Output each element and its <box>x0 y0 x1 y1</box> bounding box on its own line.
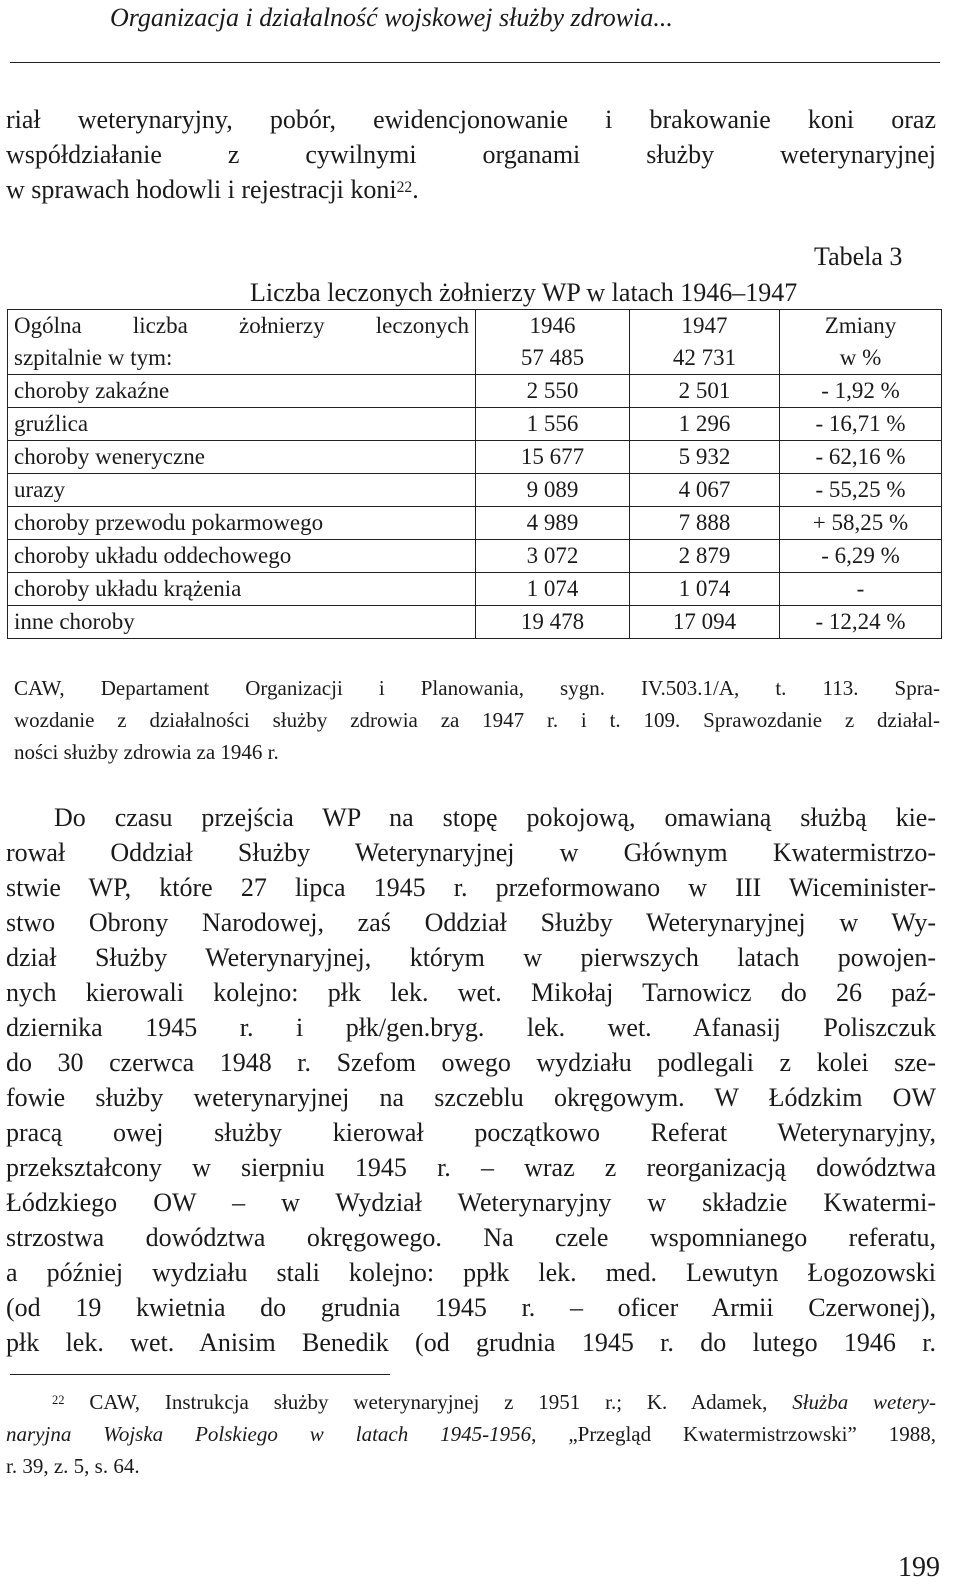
row-label: urazy <box>8 474 476 507</box>
header-label-cont: szpitalnie w tym: <box>8 342 476 375</box>
text-line: płk lek. wet. Anisim Benedik (od grudnia 1945 r. do lutego 1946 r. <box>6 1328 936 1357</box>
source-line: wozdanie z działalności służby zdrowia za 1947 r. i t. 109. Sprawozdanie z działal- <box>14 708 940 732</box>
row-change: + 58,25 % <box>780 507 942 540</box>
text-line: dziernika 1945 r. i płk/gen.bryg. lek. wet. Afanasij Poliszczuk <box>6 1013 936 1042</box>
table-row <box>8 408 942 441</box>
text-line: nych kierowali kolejno: płk lek. wet. Mikołaj Tarnowicz do 26 paź- <box>6 978 936 1007</box>
row-1947: 1 074 <box>630 573 780 606</box>
source-line: CAW, Departament Organizacji i Planowania, sygn. IV.503.1/A, t. 113. Spra- <box>14 676 940 700</box>
header-rule <box>10 62 940 63</box>
row-label: choroby układu oddechowego <box>8 540 476 573</box>
row-1946: 1 556 <box>476 408 630 441</box>
text-span: . <box>412 175 419 204</box>
text-line: przekształcony w sierpniu 1945 r. – wraz z reorganizacją dowództwa <box>6 1153 936 1182</box>
text-line: rował Oddział Służby Weterynaryjnej w Głównym Kwatermistrzo- <box>6 838 936 867</box>
row-change: - 12,24 % <box>780 606 942 639</box>
row-1946: 1 074 <box>476 573 630 606</box>
header-change-unit: w % <box>780 342 942 375</box>
footnote-ref[interactable]: 22 <box>396 179 413 196</box>
body-paragraph <box>6 800 936 1360</box>
text-line: Łódzkiego OW – w Wydział Weterynaryjny w składzie Kwatermi- <box>6 1188 936 1217</box>
page-number: 199 <box>898 1552 940 1583</box>
table-title: Liczba leczonych żołnierzy WP w latach 1946–1947 <box>250 278 798 307</box>
row-label: inne choroby <box>8 606 476 639</box>
intro-paragraph <box>6 102 936 207</box>
table-label: Tabela 3 <box>814 242 903 271</box>
text-line: stwo Obrony Narodowej, zaś Oddział Służby Weterynaryjnej w Wy- <box>6 908 936 937</box>
row-1947: 7 888 <box>630 507 780 540</box>
table-row <box>8 474 942 507</box>
row-1946: 3 072 <box>476 540 630 573</box>
row-label: choroby przewodu pokarmowego <box>8 507 476 540</box>
table-row <box>8 507 942 540</box>
row-1946: 19 478 <box>476 606 630 639</box>
running-head: Organizacja i działalność wojskowej służby zdrowia... <box>110 3 673 32</box>
row-change: - 16,71 % <box>780 408 942 441</box>
row-change: - 6,29 % <box>780 540 942 573</box>
total-1946: 57 485 <box>476 342 630 375</box>
data-table <box>7 309 942 639</box>
text-line: do 30 czerwca 1948 r. Szefom owego wydziału podlegali z kolei sze- <box>6 1048 936 1077</box>
source-line: ności służby zdrowia za 1946 r. <box>14 740 279 764</box>
text-line: współdziałanie z cywilnymi organami służby weterynaryjnej <box>6 140 936 169</box>
header-year-1946: 1946 <box>476 310 630 343</box>
table-row <box>8 375 942 408</box>
row-label: choroby weneryczne <box>8 441 476 474</box>
footnote-number: 22 <box>52 1393 65 1407</box>
text-span: CAW, Instrukcja służby weterynaryjnej z 1951 r.; K. Adamek, <box>64 1390 793 1414</box>
row-change: - 1,92 % <box>780 375 942 408</box>
footnote-line <box>6 1418 936 1450</box>
row-label: choroby zakaźne <box>8 375 476 408</box>
table-row <box>8 441 942 474</box>
text-line: Do czasu przejścia WP na stopę pokojową, omawianą służbą kie- <box>54 803 936 832</box>
row-label: choroby układu krążenia <box>8 573 476 606</box>
row-1947: 5 932 <box>630 441 780 474</box>
text-line: a później wydziału stali kolejno: ppłk lek. med. Lewutyn Łogozowski <box>6 1258 936 1287</box>
text-line: pracą owej służby kierował początkowo Referat Weterynaryjny, <box>6 1118 936 1147</box>
table-row <box>8 540 942 573</box>
header-year-1947: 1947 <box>630 310 780 343</box>
text-line: fowie służby weterynaryjnej na szczeblu okręgowym. W Łódzkim OW <box>6 1083 936 1112</box>
header-label: Ogólna liczba żołnierzy leczonych <box>8 310 476 343</box>
text-span: w sprawach hodowli i rejestracji koni <box>6 175 397 204</box>
total-1947: 42 731 <box>630 342 780 375</box>
row-1947: 1 296 <box>630 408 780 441</box>
text-line: strzostwa dowództwa okręgowego. Na czele wspomnianego referatu, <box>6 1223 936 1252</box>
row-1947: 2 879 <box>630 540 780 573</box>
row-1946: 2 550 <box>476 375 630 408</box>
text-span-italic: Służba wetery- <box>792 1390 936 1414</box>
row-label: gruźlica <box>8 408 476 441</box>
footnote-line: r. 39, z. 5, s. 64. <box>6 1454 140 1478</box>
row-change: - 55,25 % <box>780 474 942 507</box>
text-line: riał weterynaryjny, pobór, ewidencjonowanie i brakowanie koni oraz <box>6 105 936 134</box>
text-span-italic: naryjna Wojska Polskiego w latach 1945-1956 <box>6 1422 532 1446</box>
table-row <box>8 573 942 606</box>
text-line: dział Służby Weterynaryjnej, którym w pierwszych latach powojen- <box>6 943 936 972</box>
table-source <box>14 672 940 768</box>
row-change: - <box>780 573 942 606</box>
footnote-line <box>6 1386 936 1418</box>
footnote <box>6 1386 936 1482</box>
footnote-rule <box>10 1374 390 1375</box>
row-1946: 4 989 <box>476 507 630 540</box>
row-1947: 4 067 <box>630 474 780 507</box>
header-change: Zmiany <box>780 310 942 343</box>
text-line: stwie WP, które 27 lipca 1945 r. przeformowano w III Wiceminister- <box>6 873 936 902</box>
text-line <box>6 172 936 207</box>
table-row <box>8 606 942 639</box>
row-1946: 15 677 <box>476 441 630 474</box>
text-line: (od 19 kwietnia do grudnia 1945 r. – oficer Armii Czerwonej), <box>6 1293 936 1322</box>
row-change: - 62,16 % <box>780 441 942 474</box>
row-1947: 17 094 <box>630 606 780 639</box>
row-1947: 2 501 <box>630 375 780 408</box>
row-1946: 9 089 <box>476 474 630 507</box>
text-span: , „Przegląd Kwatermistrzowski” 1988, <box>531 1422 936 1446</box>
